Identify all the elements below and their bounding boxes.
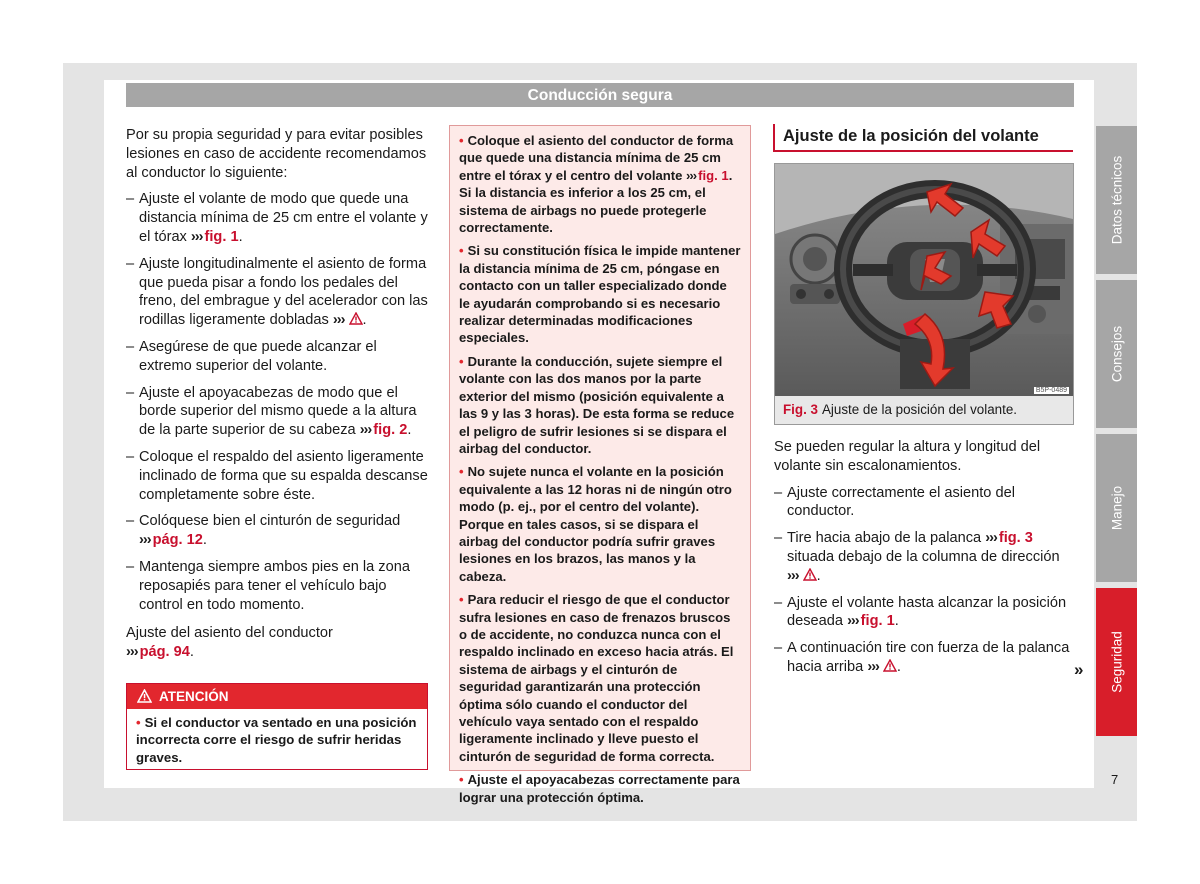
recommendation-list [126,190,428,614]
reference-arrows-icon: ››› [787,567,799,584]
list-item: – A continuación tire con fuerza de la palanca hacia arriba ››› . [774,639,1074,677]
bullet-icon: • [459,243,464,259]
reference-arrows-icon: ››› [867,658,879,675]
warning-bullet: • Para reducir el riesgo de que el conductor sufra lesiones en caso de frenazos bruscos o de accidente, no conduzca nunca con el respaldo inclinado en exceso hacia atrás. El sistema de airbags y el cinturón de seguridad garantizarán una protección óptima sólo cuando el conductor del vehículo vaya sentado con el respaldo ligeramente inclinado y lleve puesto el cinturón de seguridad de forma correcta. [459,592,734,764]
tab-datos-tecnicos[interactable]: Datos técnicos [1096,126,1137,274]
seat-reference: Ajuste del asiento del conductor ››› pág. 94. [126,625,333,661]
warning-bullet: • Si su constitución física le impide mantener la distancia mínima de 25 cm, póngase en contacto con un taller especializado donde le ayudarán comprobando si es necesario realizar determinadas modificaciones especiales. [459,243,741,346]
reference-arrows-icon: ››› [190,228,203,245]
tab-manejo[interactable]: Manejo [1096,434,1137,582]
reference-arrows-icon: ››› [126,644,138,661]
figure-caption: Fig. 3 Ajuste de la posición del volante. [775,396,1073,424]
reference-arrows-icon: ››› [139,532,151,549]
bullet-icon: • [459,464,464,480]
list-item: – Ajuste el volante hasta alcanzar la posición deseada ››› fig. 1. [774,594,1074,632]
left-column [126,126,428,670]
list-item: – Ajuste correctamente el asiento del conductor. [774,484,1074,522]
warning-triangle-icon [137,689,152,703]
list-item: – Colóquese bien el cinturón de seguridad ››› pág. 12. [126,512,428,550]
list-item: – Mantenga siempre ambos pies en la zona reposapiés para tener el vehículo bajo control en todo momento. [126,558,428,614]
bullet-icon: • [459,592,464,608]
tab-seguridad[interactable]: Seguridad [1096,588,1137,736]
figure-steering-wheel [774,163,1074,425]
intro-paragraph: Por su propia seguridad y para evitar posibles lesiones en caso de accidente recomendamos al conductor lo siguiente: [126,127,427,181]
bullet-icon: • [459,133,464,148]
warning-box [126,683,428,770]
page-number: 7 [1111,772,1119,787]
page-link[interactable]: pág. 94 [139,644,190,661]
bullet-icon: • [459,353,464,369]
reference-arrows-icon: ››› [359,422,372,439]
reference-arrows-icon: ››› [332,312,345,329]
procedure-list [774,484,1074,677]
figure-link[interactable]: fig. 2 [373,422,408,439]
figure-link[interactable]: fig. 3 [998,530,1033,547]
page-link[interactable]: pág. 12 [152,532,203,549]
warning-bullet: • No sujete nunca el volante en la posición equivalente a las 12 horas ni de ningún otro modo (p. ej., por el centro del volante). Porque en tales casos, si se dispara el airbag del conductor podría sufrir graves lesiones en los brazos, las manos y la cabeza. [459,464,732,584]
list-item: – Coloque el respaldo del asiento ligeramente inclinado de forma que su espalda descanse completamente sobre éste. [126,448,428,504]
list-item: – Tire hacia abajo de la palanca ››› fig. 3 situada debajo de la columna de dirección ››› . [774,529,1074,585]
tab-consejos[interactable]: Consejos [1096,280,1137,428]
right-column-text [774,438,1074,685]
figure-link[interactable]: fig. 1 [860,613,895,630]
list-item: – Asegúrese de que puede alcanzar el extremo superior del volante. [126,338,428,376]
warning-bullet: • Coloque el asiento del conductor de forma que quede una distancia mínima de 25 cm entre el tórax y el centro del volante ››› fig. 1. Si la distancia es inferior a los 25 cm, el sistema de airbags no puede protegerle correctamente. [459,133,734,236]
intro-paragraph: Se pueden regular la altura y longitud del volante sin escalonamientos. [774,439,1041,474]
warning-body: • Si el conductor va sentado en una posición incorrecta corre el riesgo de sufrir heridas graves. [136,715,417,765]
bullet-icon: • [136,715,141,730]
warning-header: ATENCIÓN [127,684,427,709]
figure-link[interactable]: fig. 1 [204,228,239,245]
list-item: – Ajuste el apoyacabezas de modo que el borde superior del mismo quede a la altura de la parte superior de su cabeza ››› fig. 2. [126,384,428,440]
reference-arrows-icon: ››› [686,167,697,183]
warning-triangle-icon[interactable] [883,659,897,672]
chapter-header: Conducción segura [126,83,1074,107]
image-code: B5P-0489 [1035,387,1067,394]
warning-continuation [449,125,751,805]
reference-arrows-icon: ››› [985,530,997,547]
figure-link[interactable]: fig. 1 [698,167,729,183]
list-item: – Ajuste el volante de modo que quede una distancia mínima de 25 cm entre el volante y el tórax ››› fig. 1. [126,190,428,246]
bullet-icon: • [459,772,464,788]
list-item: – Ajuste longitudinalmente el asiento de forma que pueda pisar a fondo los pedales del freno, del embrague y del acelerador con las rodillas ligeramente dobladas ››› . [126,255,428,330]
warning-bullet: • Ajuste el apoyacabezas correctamente para lograr una protección óptima. [459,772,740,805]
steering-wheel-illustration [775,164,1073,396]
section-title: Ajuste de la posición del volante [773,124,1073,152]
warning-bullet: • Durante la conducción, sujete siempre el volante con las dos manos por la parte exterior del mismo (posición equivalente a las 9 y las 3 horas). De esta forma se reduce el peligro de sufrir lesiones si se dispara el airbag del conductor. [459,353,735,456]
figure-number: Fig. 3 [783,402,818,417]
reference-arrows-icon: ››› [847,613,859,630]
warning-triangle-icon[interactable] [349,312,363,325]
warning-triangle-icon[interactable] [803,568,817,581]
continue-marker: » [1074,660,1084,679]
